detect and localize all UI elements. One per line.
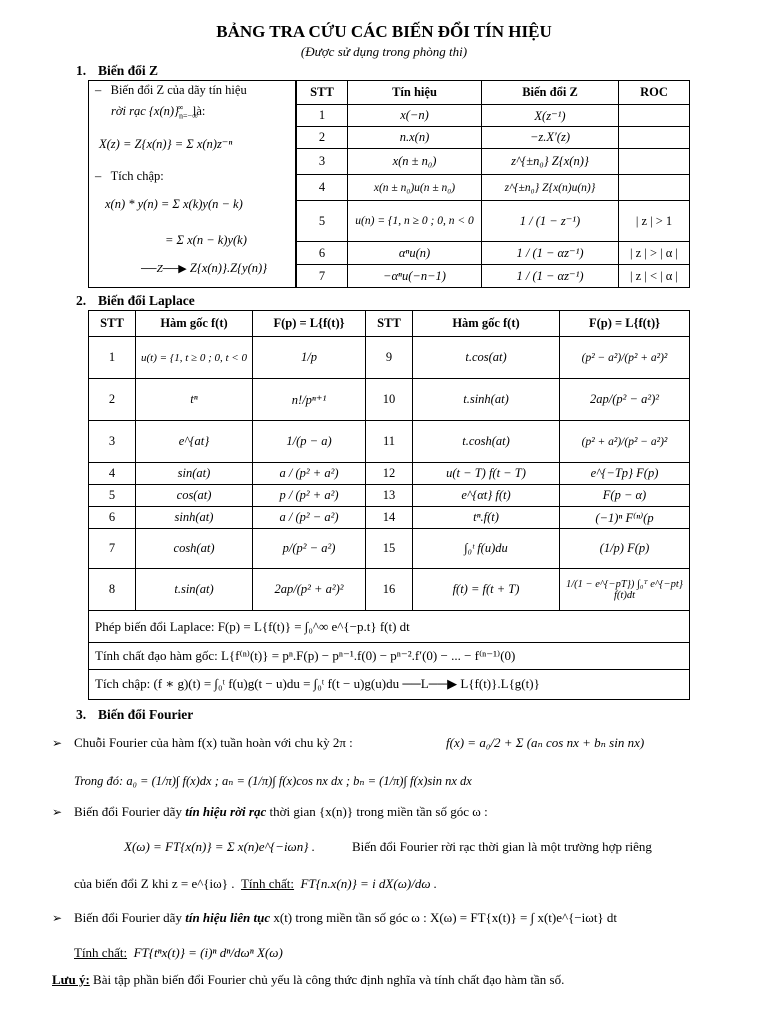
- laplace-convolution: Tích chập: (f ∗ g)(t) = ∫₀ᵗ f(u)g(t − u)du = ∫₀ᵗ f(t − u)g(u)du ──L──▶ L{f(t)}.L{g(t)}: [89, 669, 690, 699]
- z-header-stt: STT: [297, 81, 348, 105]
- table-cell: X(z⁻¹): [482, 105, 619, 127]
- fourier-z-relation: của biến đổi Z khi z = e^{iω} . Tính chất: FT{n.x(n)} = i dX(ω)/dω .: [74, 876, 437, 891]
- z-transform-table: [296, 80, 690, 288]
- table-cell: 1: [297, 105, 348, 127]
- table-cell: sin(at): [136, 463, 253, 485]
- table-cell: 14: [366, 507, 413, 529]
- table-cell: 2ap/(p² + a²)²: [253, 569, 366, 611]
- z-header-transform: Biến đổi Z: [482, 81, 619, 105]
- table-cell: x(n ± n₀)u(n ± n₀): [348, 175, 482, 201]
- table-row: [89, 507, 690, 529]
- laplace-derivative-property: Tính chất đạo hàm gốc: L{f⁽ⁿ⁾(t)} = pⁿ.F(p) − pⁿ⁻¹.f(0) − pⁿ⁻².f′(0) − ... − f⁽ⁿ⁻¹⁾(0): [89, 643, 690, 669]
- table-cell: 7: [89, 529, 136, 569]
- table-cell: (p² + a²)/(p² − a²)²: [560, 421, 690, 463]
- table-cell: 10: [366, 379, 413, 421]
- table-cell: [619, 175, 690, 201]
- table-cell: 1/(1 − e^{−pT}) ∫₀ᵀ e^{−pt} f(t)dt: [560, 569, 690, 611]
- z-conv-line3: ──Z──▶ Z{x(n)}.Z{y(n)}: [141, 261, 268, 275]
- table-cell: x(n ± n₀): [348, 149, 482, 175]
- table-cell: tⁿ: [136, 379, 253, 421]
- table-cell: 13: [366, 485, 413, 507]
- fourier-discrete-formula: X(ω) = FT{x(n)} = Σ x(n)e^{−iωn} .: [124, 839, 315, 854]
- table-row: [297, 105, 690, 127]
- fourier-series-formula: f(x) = a₀/2 + Σ (aₙ cos nx + bₙ sin nx): [446, 735, 645, 750]
- table-cell: 8: [89, 569, 136, 611]
- table-cell: 2: [89, 379, 136, 421]
- table-cell: t.cos(at): [413, 337, 560, 379]
- table-cell: 6: [89, 507, 136, 529]
- z-conv-line2: = Σ x(n − k)y(k): [165, 233, 247, 247]
- table-cell: (−1)ⁿ F⁽ⁿ⁾(p: [560, 507, 690, 529]
- fourier-discrete-line: ➢ Biến đổi Fourier dãy tín hiệu rời rạc thời gian {x(n)} trong miền tần số góc ω :: [52, 804, 488, 819]
- section-2-heading: 2. Biến đổi Laplace: [76, 293, 195, 308]
- table-cell: (p² − a²)/(p² + a²)²: [560, 337, 690, 379]
- table-cell: e^{−Tp} F(p): [560, 463, 690, 485]
- table-cell: −αⁿu(−n−1): [348, 265, 482, 288]
- table-cell: | z | > | α |: [619, 242, 690, 265]
- table-cell: u(t − T) f(t − T): [413, 463, 560, 485]
- fourier-continuous-property: Tính chất: FT{tⁿx(t)} = (i)ⁿ dⁿ/dωⁿ X(ω): [74, 945, 283, 960]
- z-conv-label: – Tích chập:: [95, 169, 164, 183]
- fourier-continuous-line: ➢ Biến đổi Fourier dãy tín hiệu liên tục x(t) trong miền tần số góc ω : X(ω) = FT{x(t)} = ∫ x(t)e^{−iωt} dt: [52, 910, 618, 925]
- table-cell: −z.X′(z): [482, 127, 619, 149]
- table-row: [89, 379, 690, 421]
- table-row: [297, 127, 690, 149]
- table-cell: 2ap/(p² − a²)²: [560, 379, 690, 421]
- laplace-header-stt-2: STT: [366, 311, 413, 337]
- laplace-header-stt-1: STT: [89, 311, 136, 337]
- table-cell: t.sinh(at): [413, 379, 560, 421]
- table-row: [89, 337, 690, 379]
- table-row: [89, 421, 690, 463]
- table-cell: 15: [366, 529, 413, 569]
- table-cell: a / (p² + a²): [253, 463, 366, 485]
- table-cell: 1/(p − a): [253, 421, 366, 463]
- table-cell: 4: [297, 175, 348, 201]
- z-header-signal: Tín hiệu: [348, 81, 482, 105]
- table-cell: 5: [89, 485, 136, 507]
- table-cell: 1/p: [253, 337, 366, 379]
- table-cell: [619, 105, 690, 127]
- table-cell: (1/p) F(p): [560, 529, 690, 569]
- table-cell: 3: [89, 421, 136, 463]
- z-definition-box: [88, 80, 296, 288]
- table-cell: 3: [297, 149, 348, 175]
- bullet-arrow-icon: ➢: [52, 736, 63, 750]
- table-row: [297, 242, 690, 265]
- table-cell: cos(at): [136, 485, 253, 507]
- page-subtitle: (Được sử dụng trong phòng thi): [300, 44, 468, 59]
- table-cell: 9: [366, 337, 413, 379]
- table-cell: 1 / (1 − z⁻¹): [482, 201, 619, 242]
- table-cell: 4: [89, 463, 136, 485]
- page-title: BẢNG TRA CỨU CÁC BIẾN ĐỔI TÍN HIỆU: [216, 22, 552, 41]
- z-def-line2: rời rạc $\{x(n)\}_{n=-\infty}^\infty$ là:: [111, 103, 206, 121]
- table-row: [297, 265, 690, 288]
- table-cell: t.cosh(at): [413, 421, 560, 463]
- bullet-arrow-icon: ➢: [52, 805, 63, 819]
- table-cell: p/(p² − a²): [253, 529, 366, 569]
- table-cell: | z | < | α |: [619, 265, 690, 288]
- table-cell: z^{±n₀} Z{x(n)u(n)}: [482, 175, 619, 201]
- table-cell: a / (p² − a²): [253, 507, 366, 529]
- laplace-header-original-2: Hàm gốc f(t): [413, 311, 560, 337]
- table-cell: z^{±n₀} Z{x(n)}: [482, 149, 619, 175]
- table-cell: e^{at}: [136, 421, 253, 463]
- table-cell: 12: [366, 463, 413, 485]
- table-cell: tⁿ.f(t): [413, 507, 560, 529]
- z-header-roc: ROC: [619, 81, 690, 105]
- table-cell: 16: [366, 569, 413, 611]
- table-cell: [619, 127, 690, 149]
- table-cell: 5: [297, 201, 348, 242]
- table-cell: x(−n): [348, 105, 482, 127]
- laplace-header-image-1: F(p) = L{f(t)}: [253, 311, 366, 337]
- table-row: [297, 175, 690, 201]
- table-cell: f(t) = f(t + T): [413, 569, 560, 611]
- table-row: [297, 149, 690, 175]
- table-cell: p / (p² + a²): [253, 485, 366, 507]
- table-row: [89, 463, 690, 485]
- table-cell: cosh(at): [136, 529, 253, 569]
- fourier-series-line: ➢ Chuỗi Fourier của hàm f(x) tuần hoàn với chu kỳ 2π :: [52, 735, 353, 750]
- table-cell: | z | > 1: [619, 201, 690, 242]
- table-row: [297, 201, 690, 242]
- section-1-heading: 1. Biến đổi Z: [76, 63, 159, 78]
- table-row: [89, 485, 690, 507]
- table-cell: n.x(n): [348, 127, 482, 149]
- table-cell: 1 / (1 − αz⁻¹): [482, 265, 619, 288]
- laplace-notes-table: [88, 610, 690, 700]
- laplace-definition: Phép biến đổi Laplace: F(p) = L{f(t)} = ∫₀^∞ e^{−p.t} f(t) dt: [89, 611, 690, 643]
- table-cell: sinh(at): [136, 507, 253, 529]
- table-cell: αⁿu(n): [348, 242, 482, 265]
- footer-note: Lưu ý: Bài tập phần biến đổi Fourier chủ yếu là công thức định nghĩa và tính chất đạo hàm tần số.: [52, 972, 565, 987]
- z-def-line1: – Biến đổi Z của dãy tín hiệu: [95, 83, 247, 97]
- laplace-header-original-1: Hàm gốc f(t): [136, 311, 253, 337]
- table-cell: F(p − α): [560, 485, 690, 507]
- table-row: [89, 529, 690, 569]
- table-cell: ∫₀ᵗ f(u)du: [413, 529, 560, 569]
- laplace-table: [88, 310, 690, 611]
- table-cell: n!/pⁿ⁺¹: [253, 379, 366, 421]
- table-row: [89, 569, 690, 611]
- laplace-header-image-2: F(p) = L{f(t)}: [560, 311, 690, 337]
- section-3-heading: 3. Biến đổi Fourier: [76, 707, 194, 722]
- z-def-formula: X(z) = Z{x(n)} = Σ x(n)z⁻ⁿ: [99, 137, 233, 151]
- table-cell: 1: [89, 337, 136, 379]
- table-cell: 1 / (1 − αz⁻¹): [482, 242, 619, 265]
- z-conv-line1: x(n) * y(n) = Σ x(k)y(n − k): [105, 197, 243, 211]
- bullet-arrow-icon: ➢: [52, 911, 63, 925]
- table-cell: t.sin(at): [136, 569, 253, 611]
- fourier-discrete-note: Biến đổi Fourier rời rạc thời gian là một trường hợp riêng: [352, 839, 652, 854]
- table-cell: e^{αt} f(t): [413, 485, 560, 507]
- fourier-coefficients: Trong đó: a₀ = (1/π)∫ f(x)dx ; aₙ = (1/π)∫ f(x)cos nx dx ; bₙ = (1/π)∫ f(x)sin nx dx: [74, 774, 472, 788]
- table-cell: 11: [366, 421, 413, 463]
- table-cell: 2: [297, 127, 348, 149]
- table-cell: [619, 149, 690, 175]
- table-cell: u(n) = {1, n ≥ 0 ; 0, n < 0: [348, 201, 482, 242]
- table-cell: u(t) = {1, t ≥ 0 ; 0, t < 0: [136, 337, 253, 379]
- table-cell: 6: [297, 242, 348, 265]
- table-cell: 7: [297, 265, 348, 288]
